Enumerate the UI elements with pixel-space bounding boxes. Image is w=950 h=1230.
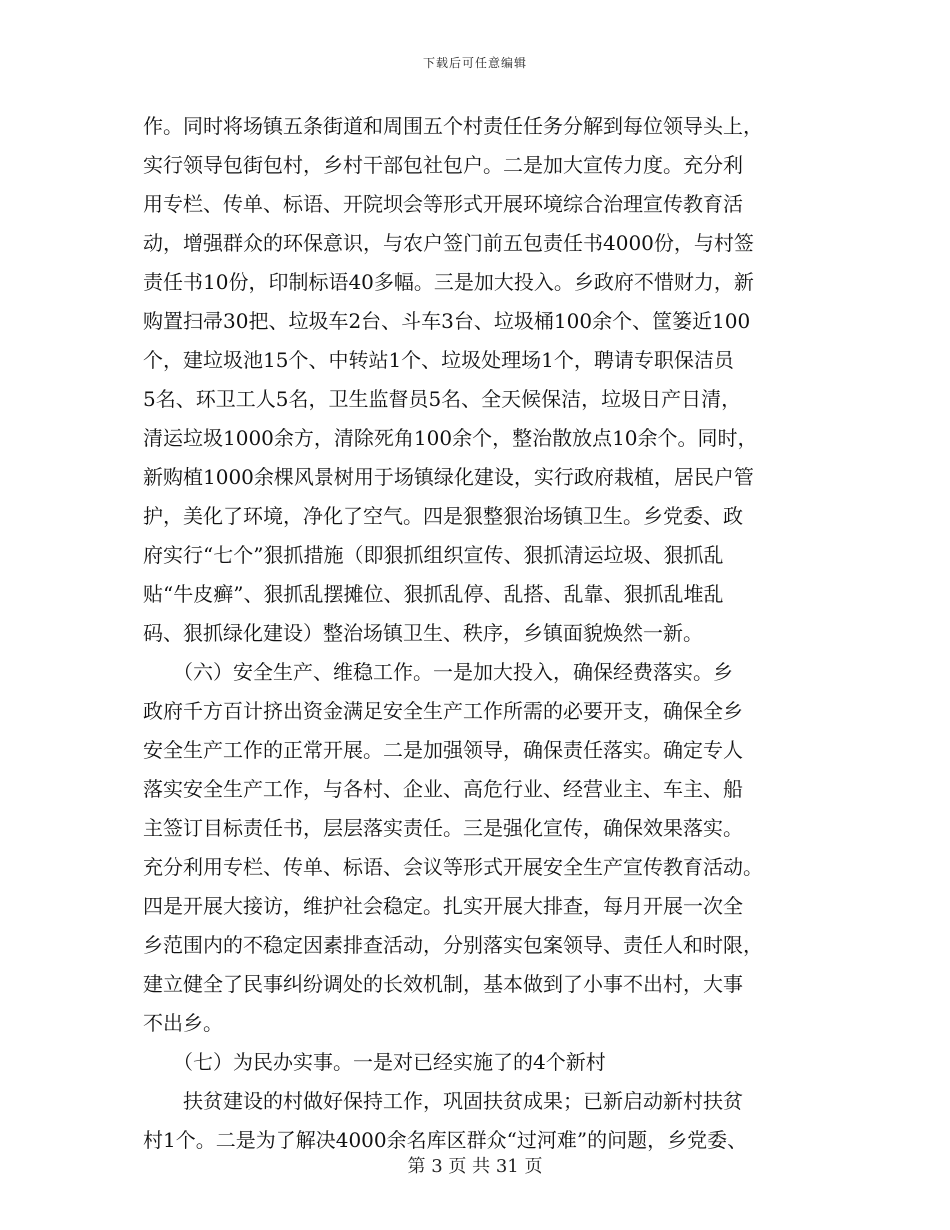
document-body xyxy=(143,107,815,1160)
text-line: 用专栏、传单、标语、开院坝会等形式开展环境综合治理宣传教育活 xyxy=(143,192,743,216)
text-line: 码、狠抓绿化建设）整治场镇卫生、秩序，乡镇面貌焕然一新。 xyxy=(143,621,703,645)
text-line: 府实行“七个”狠抓措施（即狠抓组织宣传、狠抓清运垃圾、狠抓乱 xyxy=(143,543,724,567)
text-line: 动，增强群众的环保意识，与农户签门前五包责任书4000份，与村签 xyxy=(143,231,754,255)
text-line: 个，建垃圾池15个、中转站1个、垃圾处理场1个，聘请专职保洁员 xyxy=(143,348,734,372)
page-number-footer: 第 3 页 共 31 页 xyxy=(407,1156,543,1177)
text-line: 充分利用专栏、传单、标语、会议等形式开展安全生产宣传教育活动。 xyxy=(143,855,763,879)
text-line: 责任书10份，印制标语40多幅。三是加大投入。乡政府不惜财力，新 xyxy=(143,270,754,294)
text-line: 扶贫建设的村做好保持工作，巩固扶贫成果；已新启动新村扶贫 xyxy=(143,1089,743,1113)
text-line: 乡范围内的不稳定因素排查活动，分别落实包案领导、责任人和时限， xyxy=(143,933,763,957)
text-line: 政府千方百计挤出资金满足安全生产工作所需的必要开支，确保全乡 xyxy=(143,699,743,723)
text-line: 护，美化了环境，净化了空气。四是狠整狠治场镇卫生。乡党委、政 xyxy=(143,504,743,528)
text-line: 落实安全生产工作，与各村、企业、高危行业、经营业主、车主、船 xyxy=(143,777,743,801)
text-line: 新购植1000余棵风景树用于场镇绿化建设，实行政府栽植，居民户管 xyxy=(143,465,754,489)
text-line: 购置扫帚30把、垃圾车2台、斗车3台、垃圾桶100余个、筐篓近100 xyxy=(143,309,751,333)
text-line: 四是开展大接访，维护社会稳定。扎实开展大排查，每月开展一次全 xyxy=(143,894,743,918)
text-line: 作。同时将场镇五条街道和周围五个村责任任务分解到每位领导头上， xyxy=(143,114,763,138)
text-line: （七）为民办实事。一是对已经实施了的4个新村 xyxy=(143,1050,606,1074)
text-line: 村1个。二是为了解决4000余名库区群众“过河难”的问题，乡党委、 xyxy=(143,1128,748,1152)
text-line: 清运垃圾1000余方，清除死角100余个，整治散放点10余个。同时， xyxy=(143,426,758,450)
page-header: 下载后可任意编辑 xyxy=(422,56,527,70)
text-line: （六）安全生产、维稳工作。一是加大投入，确保经费落实。乡 xyxy=(143,660,733,684)
text-line: 主签订目标责任书，层层落实责任。三是强化宣传，确保效果落实。 xyxy=(143,816,743,840)
text-line: 安全生产工作的正常开展。二是加强领导，确保责任落实。确定专人 xyxy=(143,738,743,762)
text-line: 不出乡。 xyxy=(143,1011,223,1035)
text-line: 5名、环卫工人5名，卫生监督员5名、全天候保洁，垃圾日产日清， xyxy=(143,387,742,411)
text-line: 贴“牛皮癣”、狠抓乱摆摊位、狠抓乱停、乱搭、乱靠、狠抓乱堆乱 xyxy=(143,582,724,606)
text-line: 建立健全了民事纠纷调处的长效机制，基本做到了小事不出村，大事 xyxy=(143,972,743,996)
text-line: 实行领导包街包村，乡村干部包社包户。二是加大宣传力度。充分利 xyxy=(143,153,743,177)
